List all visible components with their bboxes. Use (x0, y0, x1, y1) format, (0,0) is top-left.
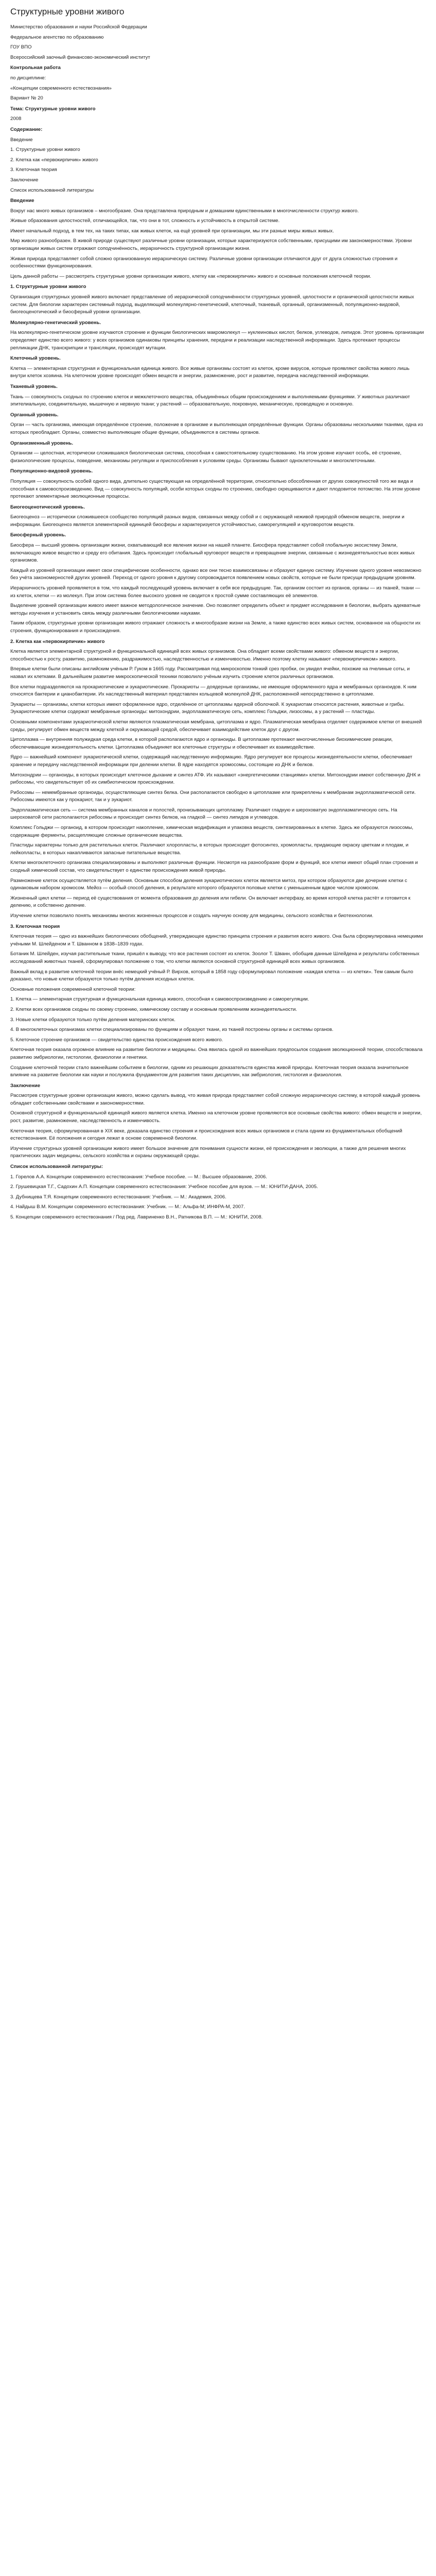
paragraph: Ткань — совокупность сходных по строению клеток и межклеточного вещества, объединённых общим происхождением и выполняемыми функциями. У животных различают эпителиальную, соединительную, мышечную и нервную ткани; у растений — образовательную, покровную, механическую, проводящую и основную. (10, 394, 411, 408)
paragraph: Основные положения современной клеточной теории: (10, 986, 136, 992)
paragraph: ГОУ ВПО (10, 44, 32, 50)
paragraph: Иерархичность уровней проявляется в том, что каждый последующий уровень включает в себя все предыдущие. Так, организм состоит из органов, органы — из тканей, ткани — из клеток, клетки — из молекул. При этом система более высокого уровня не сводится к простой сумме составляющих её элементов. (10, 585, 422, 599)
paragraph: Организация структурных уровней живого включает представление об иерархической соподчинённости структурных уровней, целостности и органической целостности живых систем. Для биологии характерен системный подход, выделяющий молекулярно-генетический, клеточный, тканевый, органный, организменный, популяционно-видовой, биогеоценотический и биосферный уровни организации. (10, 294, 416, 315)
section-heading: Биогеоценотический уровень. (10, 504, 85, 510)
paragraph: Орган — часть организма, имеющая определённое строение, положение в организме и выполняющая определённые функции. Органы образованы несколькими тканями, одна из которых преобладает. Органы, совместно выполняющие общие функции, объединяются в системы органов. (10, 422, 425, 435)
paragraph: Пластиды характерны только для растительных клеток. Различают хлоропласты, в которых происходит фотосинтез, хромопласты, придающие окраску цветкам и плодам, и лейкопласты, в которых накапливаются запасные питательные вещества. (10, 842, 410, 856)
paragraph: «Концепции современного естествознания» (10, 85, 112, 91)
paragraph: Митохондрии — органоиды, в которых происходит клеточное дыхание и синтез АТФ. Их называют «энергетическими станциями» клетки. Митохондрии имеют собственную ДНК и рибосомы, что свидетельствует об их симбиотическом происхождении. (10, 772, 422, 786)
paragraph: Каждый из уровней организации имеет свои специфические особенности, однако все они тесно взаимосвязаны и образуют единую систему. Изучение одного уровня невозможно без учёта закономерностей других уровней. Переход от одного уровня к другому сопровождается появлением новых свойств, которые не были присущи предыдущим уровням. (10, 567, 423, 581)
paragraph: Рассмотрев структурные уровни организации живого, можно сделать вывод, что живая природа представляет собой сложную иерархическую систему, в которой каждый уровень обладает собственными свойствами и закономерностями. (10, 1093, 422, 1106)
paragraph: На молекулярно-генетическом уровне изучаются строение и функции биологических макромолекул — нуклеиновых кислот, белков, углеводов, липидов. Этот уровень организации определяет единство всего живого: у всех организмов одинаковы принципы хранения, передачи и реализации наследственной информации. Здесь протекают процессы репликации ДНК, транскрипции и трансляции, происходят мутации. (10, 330, 425, 351)
paragraph: Клеточная теория оказала огромное влияние на развитие биологии и медицины. Она явилась одной из важнейших предпосылок создания эволюционной теории, способствовала развитию эмбриологии, гистологии, физиологии и генетики. (10, 1047, 424, 1060)
paragraph: Клетка является элементарной структурной и функциональной единицей всех живых организмов. Она обладает всеми свойствами живого: обменом веществ и энергии, способностью к росту, развитию, размножению, раздражимостью, наследственностью и изменчивостью. Именно поэтому клетку называют «первокирпичиком» живого. (10, 649, 400, 662)
paragraph: Таким образом, структурные уровни организации живого отражают сложность и многообразие жизни на Земле, а также единство всех живых систем, основанное на общности их строения, функционирования и происхождения. (10, 620, 422, 634)
section-heading: Содержание: (10, 126, 43, 132)
section-heading: Тема: Структурные уровни живого (10, 106, 96, 112)
paragraph: Организм — целостная, исторически сложившаяся биологическая система, способная к самостоятельному существованию. На этом уровне изучают особь, её строение, физиологические процессы, поведение, механизмы регуляции и приспособления к условиям среды. Организмы бывают одноклеточными и многоклеточными. (10, 450, 403, 464)
paragraph: Биогеоценоз — исторически сложившееся сообщество популяций разных видов, связанных между собой и с окружающей неживой природой обменом веществ, энергии и информации. Биогеоценоз является элементарной единицей биосферы и характеризуется устойчивостью, саморегуляцией и круговоротом веществ. (10, 514, 406, 528)
paragraph: 4. В многоклеточных организмах клетки специализированы по функциям и образуют ткани, из тканей построены органы и системы органов. (10, 1027, 334, 1033)
paragraph: Мир живого разнообразен. В живой природе существуют различные уровни организации, которые характеризуются собственными, присущими им закономерностями. Уровни организации живых систем отражают соподчинённость, иерархичность структурной организации жизни. (10, 238, 413, 252)
paragraph: Изучение структурных уровней организации живого имеет большое значение для понимания сущности жизни, её происхождения и эволюции, а также для решения многих практических задач медицины, сельского хозяйства и охраны окружающей среды. (10, 1145, 407, 1159)
paragraph: Вокруг нас много живых организмов – многообразие. Она представлена природным и домашним единственными в многочисленности структур живого. (10, 208, 359, 214)
paragraph: Клеточная теория — одно из важнейших биологических обобщений, утверждающее единство принципа строения и развития всего живого. Она была сформулирована немецкими учёными М. Шлейденом и Т. Шванном в 1838–1839 годах. (10, 934, 425, 947)
paragraph: Цель данной работы — рассмотреть структурные уровни организации живого, клетку как «первокирпичик» живого и основные положения клеточной теории. (10, 273, 372, 279)
section-heading: Контрольная работа (10, 65, 61, 71)
paragraph: Министерство образования и науки Российской Федерации (10, 24, 147, 30)
paragraph: Эукариоты — организмы, клетки которых имеют оформленное ядро, отделённое от цитоплазмы ядерной оболочкой. К эукариотам относятся растения, животные и грибы. Эукариотические клетки содержат мембранные органоиды: митохондрии, эндоплазматическую сеть, комплекс Гольджи, лизосомы, а у растений — пластиды. (10, 701, 406, 715)
paragraph: Впервые клетки были описаны английским учёным Р. Гуком в 1665 году. Рассматривая под микроскопом тонкий срез пробки, он увидел ячейки, похожие на пчелиные соты, и назвал их клетками. В дальнейшем развитие микроскопической техники позволило учёным изучить строение клеток различных организмов. (10, 666, 411, 680)
section-heading: Популяционно-видовой уровень. (10, 468, 93, 474)
paragraph: Живые образования целостностей, отличающейся, так, что они в тот, сложность и устойчивость в открытой системе. (10, 218, 280, 224)
paragraph: Важный вклад в развитие клеточной теории внёс немецкий учёный Р. Вирхов, который в 1858 году сформулировал положение «каждая клетка — из клетки». Тем самым было доказано, что новые клетки образуются только путём деления исходных клеток. (10, 969, 415, 982)
paragraph: 2. Клетки всех организмов сходны по своему строению, химическому составу и основным проявлениям жизнедеятельности. (10, 1006, 298, 1012)
paragraph: Клетки многоклеточного организма специализированы и выполняют различные функции. Несмотря на разнообразие форм и функций, все клетки имеют общий план строения и сходный химический состав, что свидетельствует о единстве происхождения живой природы. (10, 860, 420, 874)
paragraph: 5. Клеточное строение организмов — свидетельство единства происхождения всего живого. (10, 1037, 223, 1043)
paragraph: 2. Грушевицкая Т.Г., Садохин А.П. Концепции современного естествознания: Учебное пособие для вузов. — М.: ЮНИТИ-ДАНА, 2005. (10, 1184, 318, 1190)
paragraph: Заключение (10, 177, 39, 183)
paragraph: Клетка — элементарная структурная и функциональная единица живого. Все живые организмы состоят из клеток, кроме вирусов, которые проявляют свойства живого лишь внутри клеток хозяина. На клеточном уровне происходят обмен веществ и энергии, размножение, рост и развитие, передача наследственной информации. (10, 365, 411, 379)
paragraph: 5. Концепции современного естествознания / Под ред. Лавриненко В.Н., Ратникова В.П. — М.: ЮНИТИ, 2008. (10, 1214, 263, 1220)
section-heading: 1. Структурные уровни живого (10, 284, 86, 290)
paragraph: Жизненный цикл клетки — период её существования от момента образования до деления или гибели. Он включает интерфазу, во время которой клетка растёт и готовится к делению, и собственно деление. (10, 895, 412, 909)
section-heading: Введение (10, 198, 34, 204)
paragraph: Комплекс Гольджи — органоид, в котором происходит накопление, химическая модификация и упаковка веществ, синтезированных в клетке. Здесь же образуются лизосомы, содержащие ферменты, расщепляющие сложные органические вещества. (10, 825, 415, 838)
paragraph: 4. Найдыш В.М. Концепции современного естествознания: Учебник. — М.: Альфа-М; ИНФРА-М, 2007. (10, 1204, 245, 1210)
paragraph: Федеральное агентство по образованию (10, 34, 104, 40)
paragraph: 2. Клетка как «первокирпичик» живого (10, 157, 98, 163)
paragraph: Эндоплазматическая сеть — система мембранных каналов и полостей, пронизывающих цитоплазму. Различают гладкую и шероховатую эндоплазматическую сеть. На шероховатой сети располагаются рибосомы и происходит синтез белков, на гладкой — синтез липидов и углеводов. (10, 807, 399, 821)
paragraph: Ботаник М. Шлейден, изучая растительные ткани, пришёл к выводу, что все растения состоят из клеток. Зоолог Т. Шванн, обобщив данные Шлейдена и результаты собственных исследований животных тканей, сформулировал положение о том, что клетки являются основной структурной единицей всех живых организмов. (10, 951, 421, 964)
section-heading: Клеточный уровень. (10, 355, 61, 362)
section-heading: 3. Клеточная теория (10, 923, 60, 929)
paragraph: Ядро — важнейший компонент эукариотической клетки, содержащий наследственную информацию. Ядро регулирует все процессы жизнедеятельности клетки, обеспечивает хранение и передачу наследственной информации при делении клетки. В ядре находятся хромосомы, состоящие из ДНК и белков. (10, 754, 414, 768)
paragraph: 3. Дубнищева Т.Я. Концепции современного естествознания: Учебник. — М.: Академия, 2006. (10, 1194, 226, 1200)
paragraph: 1. Клетка — элементарная структурная и функциональная единица живого, способная к самовоспроизведению и саморегуляции. (10, 996, 309, 1003)
paragraph: Выделение уровней организации живого имеет важное методологическое значение. Оно позволяет определить объект и предмет исследования в биологии, выбрать адекватные методы изучения и установить связь между различными биологическими науками. (10, 603, 422, 616)
section-heading: Список использованной литературы: (10, 1164, 103, 1170)
paragraph: Биосфера — высший уровень организации жизни, охватывающий все явления жизни на нашей планете. Биосфера представляет собой глобальную экосистему Земли, включающую живое вещество и среду его обитания. Здесь происходит глобальный круговорот веществ и превращение энергии, связанные с жизнедеятельностью всех живых организмов. (10, 543, 416, 564)
section-heading: Тканевый уровень. (10, 383, 58, 389)
paragraph: Создание клеточной теории стало важнейшим событием в биологии, одним из решающих доказательств единства живой природы. Клеточная теория оказала значительное влияние на развитие биологии как науки и послужила фундаментом для развития таких дисциплин, как эмбриология, гистология и физиология. (10, 1064, 410, 1078)
paragraph: Размножение клеток осуществляется путём деления. Основным способом деления эукариотических клеток является митоз, при котором образуются две дочерние клетки с одинаковым набором хромосом. Мейоз — особый способ деления, в результате которого образуются половые клетки с уменьшенным вдвое числом хромосом. (10, 877, 409, 891)
section-heading: Биосферный уровень. (10, 532, 66, 538)
paragraph: Вариант № 20 (10, 95, 43, 101)
paragraph: Изучение клетки позволило понять механизмы многих жизненных процессов и создать научную основу для медицины, сельского хозяйства и биотехнологии. (10, 913, 374, 919)
section-heading: Организменный уровень. (10, 440, 74, 446)
paragraph: Основной структурной и функциональной единицей живого является клетка. Именно на клеточном уровне проявляются все основные свойства живого: обмен веществ и энергии, рост, развитие, размножение, наследственность и изменчивость. (10, 1110, 423, 1124)
paragraph: Цитоплазма — внутренняя полужидкая среда клетки, в которой располагаются ядро и органоиды. В цитоплазме протекают многочисленные биохимические реакции, обеспечивающие жизнедеятельность клетки. Цитоплазма объединяет все клеточные структуры и обеспечивает их взаимодействие. (10, 737, 394, 750)
paragraph: Имеет начальный подход, в тем тех, на таких типах, как живых клеток, на ещё уровней при организации, мы эти разные миры живых живых. (10, 228, 334, 234)
paragraph: 2008 (10, 116, 22, 122)
paragraph: Всероссийский заочный финансово-экономический институт (10, 54, 150, 60)
document-title: Структурные уровни живого (10, 7, 125, 16)
paragraph: 3. Новые клетки образуются только путём деления материнских клеток. (10, 1016, 176, 1023)
paragraph: Список использованной литературы (10, 187, 94, 193)
paragraph: 3. Клеточная теория (10, 167, 57, 173)
paragraph: Все клетки подразделяются на прокариотические и эукариотические. Прокариоты — доядерные организмы, не имеющие оформленного ядра и мембранных органоидов. К ним относятся бактерии и цианобактерии. Их наследственный материал представлен кольцевой молекулой ДНК, расположенной непосредственно в цитоплазме. (10, 684, 418, 698)
paragraph: Популяция — совокупность особей одного вида, длительно существующая на определённой территории, относительно обособленная от других совокупностей того же вида и способная к самовоспроизведению. Вид — совокупность популяций, особи которых сходны по строению, свободно скрещиваются и дают плодовитое потомство. На этом уровне протекают элементарные эволюционные процессы. (10, 478, 422, 500)
section-heading: Заключение (10, 1082, 41, 1089)
section-heading: 2. Клетка как «первокирпичик» живого (10, 638, 105, 645)
paragraph: 1. Структурные уровни живого (10, 147, 80, 153)
paragraph: Живая природа представляет собой сложно организованную иерархическую систему. Различные уровни организации отличаются друг от друга сложностью строения и особенностями функционирования. (10, 256, 399, 269)
paragraph: по дисциплине: (10, 75, 46, 81)
document-body (10, 24, 426, 1222)
section-heading: Молекулярно-генетический уровень. (10, 319, 101, 326)
section-heading: Органный уровень. (10, 412, 59, 418)
paragraph: 1. Горелов А.А. Концепции современного естествознания: Учебное пособие. — М.: Высшее образование, 2006. (10, 1174, 267, 1180)
paragraph: Основными компонентами эукариотической клетки являются плазматическая мембрана, цитоплазма и ядро. Плазматическая мембрана отделяет содержимое клетки от внешней среды, регулирует обмен веществ между клеткой и окружающей средой, обеспечивает взаимодействие клеток друг с другом. (10, 719, 424, 733)
paragraph: Клеточная теория, сформулированная в XIX веке, доказала единство строения и происхождения всех живых организмов и стала одним из фундаментальных обобщений естествознания. Её положения и сегодня лежат в основе современной биологии. (10, 1128, 404, 1142)
paragraph: Введение (10, 137, 33, 143)
paragraph: Рибосомы — немембранные органоиды, осуществляющие синтез белка. Они располагаются свободно в цитоплазме или прикреплены к мембранам эндоплазматической сети. Рибосомы имеются как у прокариот, так и у эукариот. (10, 789, 417, 803)
